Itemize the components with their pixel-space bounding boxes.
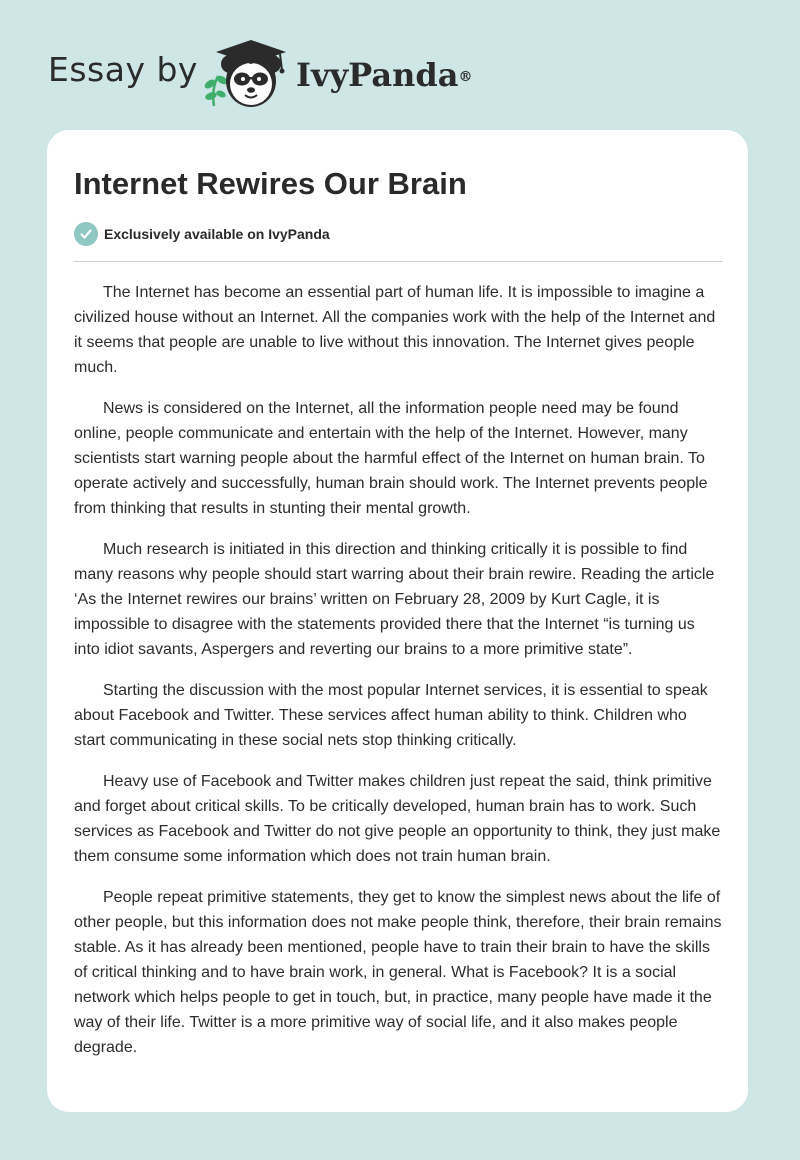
essay-by-label: Essay by bbox=[48, 50, 198, 89]
essay-title: Internet Rewires Our Brain bbox=[74, 166, 467, 201]
brand-name-text: IvyPanda bbox=[296, 56, 459, 94]
site-header bbox=[0, 0, 800, 130]
ivypanda-panda-logo-icon[interactable] bbox=[200, 34, 292, 112]
paragraph: Starting the discussion with the most popular Internet services, it is essential to speak about Facebook and Twitter. These services affect human ability to think. Children who start communicating in these social nets stop thinking critically. bbox=[74, 682, 708, 749]
essay-card bbox=[47, 130, 748, 1112]
paragraph: Heavy use of Facebook and Twitter makes children just repeat the said, think primitive and forget about critical skills. To be critically developed, human brain has to work. Such services as Facebook and Twitter do not give people an opportunity to think, they just make them consume some information which does not train human brain. bbox=[74, 773, 721, 865]
exclusive-badge bbox=[74, 221, 330, 247]
ivypanda-brand-name[interactable] bbox=[296, 55, 472, 95]
paragraph: Much research is initiated in this direction and thinking critically it is possible to find many reasons why people should start warring about their brain rewire. Reading the article ‘As the Internet rewires our brains’ written on February 28, 2009 by Kurt Cagle, it is impossible to disagree with the statements provided there that the Internet “is turning us into idiot savants, Aspergers and reverting our brains to a more primitive state”. bbox=[74, 541, 715, 658]
paragraph: People repeat primitive statements, they get to know the simplest news about the life of other people, but this information does not make people think, therefore, their brain remains stable. As it has already been mentioned, people have to train their brain to have the skills of critical thinking and to have brain work, in general. What is Facebook? It is a social network which helps people to get in touch, but, in practice, many people have made it the way of their life. Twitter is a more primitive way of social life, and it also makes people degrade. bbox=[74, 889, 722, 1056]
checkmark-icon bbox=[74, 222, 98, 246]
registered-mark: ® bbox=[458, 69, 473, 85]
essay-body bbox=[74, 280, 722, 1076]
exclusive-badge-text: Exclusively available on IvyPanda bbox=[104, 226, 330, 242]
paragraph: The Internet has become an essential part of human life. It is impossible to imagine a civilized house without an Internet. All the companies work with the help of the Internet and it seems that people are unable to live without this innovation. The Internet gives people much. bbox=[74, 284, 716, 376]
title-divider bbox=[74, 261, 723, 262]
paragraph: News is considered on the Internet, all the information people need may be found online, people communicate and entertain with the help of the Internet. However, many scientists start warning people about the harmful effect of the Internet on human brain. To operate actively and successfully, human brain should work. The Internet prevents people from thinking that results in stunting their mental growth. bbox=[74, 400, 708, 517]
